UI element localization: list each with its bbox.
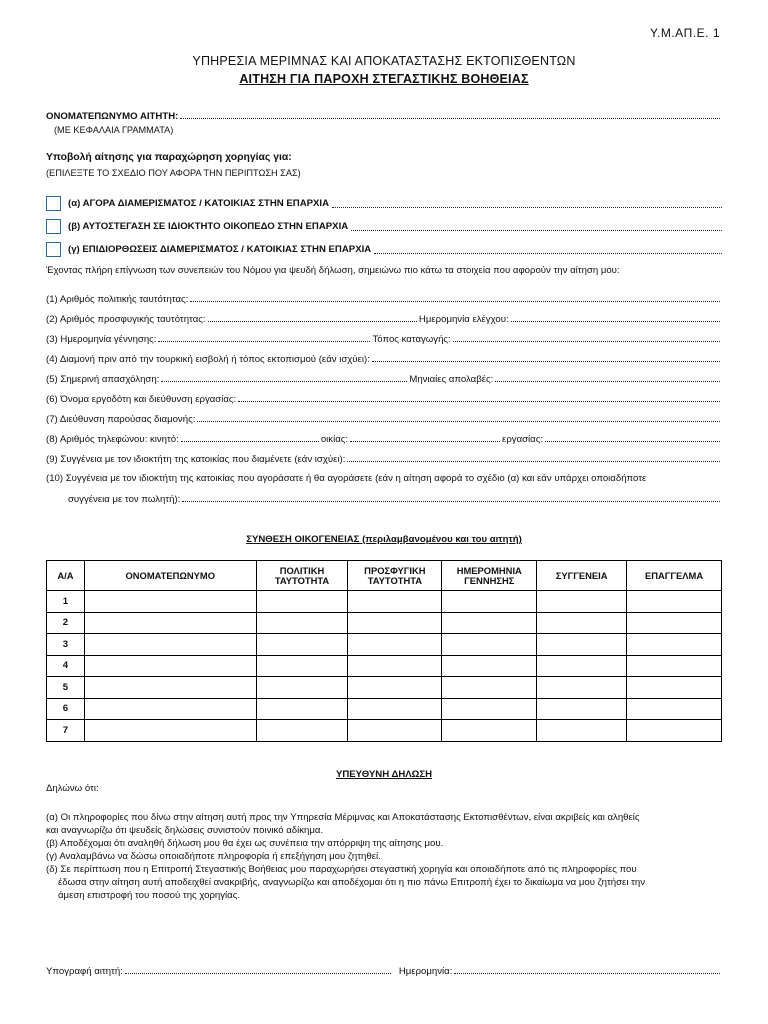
occupation-cell[interactable] [627, 698, 722, 720]
field-3[interactable] [46, 333, 722, 345]
field-8b-label: οικίας: [320, 434, 349, 445]
civil-id-cell[interactable] [256, 720, 348, 742]
table-row [47, 677, 722, 699]
birthdate-cell[interactable] [442, 698, 537, 720]
field-5-input-line[interactable] [161, 373, 407, 382]
col-header-aa: Α/Α [47, 561, 85, 591]
civil-id-cell[interactable] [256, 591, 348, 613]
declaration-a [46, 811, 722, 902]
form-code: Υ.Μ.ΑΠ.Ε. 1 [650, 26, 720, 40]
applicant-name-field[interactable] [46, 110, 722, 122]
name-cell[interactable] [84, 677, 256, 699]
field-10b-label: συγγένεια με τον πωλητή): [68, 494, 181, 505]
field-2b-input-line[interactable] [511, 313, 720, 322]
field-4[interactable] [46, 353, 722, 365]
declaration-d-line3: άμεση επιστροφή του ποσού της χορηγίας. [58, 890, 240, 901]
field-8c-input-line[interactable] [545, 433, 720, 442]
field-2-input-line[interactable] [208, 313, 417, 322]
relation-cell[interactable] [537, 720, 627, 742]
civil-id-cell[interactable] [256, 634, 348, 656]
table-row [47, 634, 722, 656]
refugee-id-cell[interactable] [348, 677, 442, 699]
row-number: 4 [47, 655, 85, 677]
declaration-title: ΥΠΕΥΘΥΝΗ ΔΗΛΩΣΗ [335, 769, 433, 780]
field-3-input-line[interactable] [158, 333, 370, 342]
birthdate-cell[interactable] [442, 655, 537, 677]
refugee-id-cell[interactable] [348, 720, 442, 742]
name-cell[interactable] [84, 612, 256, 634]
field-7[interactable] [46, 413, 722, 425]
table-row [47, 655, 722, 677]
refugee-id-cell[interactable] [348, 634, 442, 656]
row-number: 2 [47, 612, 85, 634]
declaration-a-line1: (α) Οι πληροφορίες που δίνω στην αίτηση αυτή προς την Υπηρεσία Μέριμνας και Αποκατάστασης Εκτοπισθέντων, είναι ακριβείς και αληθείς [46, 812, 640, 823]
refugee-id-cell[interactable] [348, 591, 442, 613]
field-7-input-line[interactable] [197, 413, 720, 422]
declaration-b: (β) Αποδέχομαι ότι αναληθή δήλωση μου θα έχει ως συνέπεια την απόρριψη της αίτησης μου. [46, 838, 444, 849]
relation-cell[interactable] [537, 634, 627, 656]
field-8[interactable] [46, 433, 722, 445]
field-2b-label: Ημερομηνία ελέγχου: [418, 314, 509, 325]
family-table [46, 560, 722, 742]
field-5b-input-line[interactable] [495, 373, 720, 382]
capitals-note: (ΜΕ ΚΕΦΑΛΑΙΑ ΓΡΑΜΜΑΤΑ) [54, 125, 174, 135]
col-header-name: ΟΝΟΜΑΤΕΠΩΝΥΜΟ [84, 561, 256, 591]
field-9-input-line[interactable] [347, 453, 720, 462]
agency-name: ΥΠΗΡΕΣΙΑ ΜΕΡΙΜΝΑΣ ΚΑΙ ΑΠΟΚΑΤΑΣΤΑΣΗΣ ΕΚΤΟΠΙΣΘΕΝΤΩΝ [192, 54, 576, 68]
field-8-input-line[interactable] [181, 433, 319, 442]
relation-cell[interactable] [537, 698, 627, 720]
field-3b-input-line[interactable] [453, 333, 720, 342]
field-6-label: (6) Όνομα εργοδότη και διεύθυνση εργασίας: [46, 394, 237, 405]
col-header-refugee-id: ΠΡΟΣΦΥΓΙΚΗ ΤΑΥΤΟΤΗΤΑ [348, 561, 442, 591]
field-8-label: (8) Αριθμός τηλεφώνου: κινητό: [46, 434, 179, 445]
field-7-label: (7) Διεύθυνση παρούσας διαμονής: [46, 414, 196, 425]
field-1[interactable] [46, 293, 722, 305]
refugee-id-cell[interactable] [348, 612, 442, 634]
row-number: 6 [47, 698, 85, 720]
field-3-label: (3) Ημερομηνία γέννησης: [46, 334, 157, 345]
birthdate-cell[interactable] [442, 677, 537, 699]
civil-id-cell[interactable] [256, 677, 348, 699]
refugee-id-cell[interactable] [348, 698, 442, 720]
name-cell[interactable] [84, 720, 256, 742]
civil-id-cell[interactable] [256, 655, 348, 677]
signature-label: Υπογραφή αιτητή: [46, 966, 123, 977]
option-b-checkbox[interactable] [46, 219, 61, 234]
option-a-label: (α) ΑΓΟΡΑ ΔΙΑΜΕΡΙΣΜΑΤΟΣ / ΚΑΤΟΙΚΙΑΣ ΣΤΗΝ ΕΠΑΡΧΙΑ [68, 198, 330, 209]
col-header-occupation: ΕΠΑΓΓΕΛΜΑ [627, 561, 722, 591]
option-b-label: (β) ΑΥΤΟΣΤΕΓΑΣΗ ΣΕ ΙΔΙΟΚΤΗΤΟ ΟΙΚΟΠΕΔΟ ΣΤΗΝ ΕΠΑΡΧΙΑ [68, 221, 349, 232]
grant-heading: Υποβολή αίτησης για παραχώρηση χορηγίας για: [46, 152, 292, 163]
option-c-label: (γ) ΕΠΙΔΙΟΡΘΩΣΕΙΣ ΔΙΑΜΕΡΙΣΜΑΤΟΣ / ΚΑΤΟΙΚΙΑΣ ΣΤΗΝ ΕΠΑΡΧΙΑ [68, 244, 372, 255]
occupation-cell[interactable] [627, 612, 722, 634]
field-10[interactable] [68, 493, 722, 505]
option-c-row[interactable] [46, 242, 722, 257]
option-c-line [374, 245, 722, 254]
declaration-intro: Δηλώνω ότι: [46, 783, 99, 794]
field-1-input-line[interactable] [190, 293, 720, 302]
option-b-line [351, 222, 722, 231]
row-number: 5 [47, 677, 85, 699]
signature-row[interactable] [46, 965, 722, 977]
form-title: ΑΙΤΗΣΗ ΓΙΑ ΠΑΡΟΧΗ ΣΤΕΓΑΣΤΙΚΗΣ ΒΟΗΘΕΙΑΣ [239, 72, 529, 86]
birthdate-cell[interactable] [442, 634, 537, 656]
field-4-label: (4) Διαμονή πριν από την τουρκική εισβολή ή τόπος εκτοπισμού (εάν ισχύει): [46, 354, 370, 365]
field-9-label: (9) Συγγένεια με τον ιδιοκτήτη της κατοικίας που διαμένετε (εάν ισχύει): [46, 454, 346, 465]
field-5-label: (5) Σημερινή απασχόληση: [46, 374, 160, 385]
birthdate-cell[interactable] [442, 612, 537, 634]
col-header-civil-id: ΠΟΛΙΤΙΚΗ ΤΑΥΤΟΤΗΤΑ [256, 561, 348, 591]
field-5[interactable] [46, 373, 722, 385]
option-a-line [332, 199, 722, 208]
table-row [47, 698, 722, 720]
grant-note: (ΕΠΙΛΕΞΤΕ ΤΟ ΣΧΕΔΙΟ ΠΟΥ ΑΦΟΡΑ ΤΗΝ ΠΕΡΙΠΤΩΣΗ ΣΑΣ) [46, 168, 301, 178]
occupation-cell[interactable] [627, 634, 722, 656]
table-row [47, 720, 722, 742]
applicant-name-input-line[interactable] [180, 110, 720, 119]
occupation-cell[interactable] [627, 720, 722, 742]
name-cell[interactable] [84, 591, 256, 613]
declaration-c: (γ) Αναλαμβάνω να δώσω οποιαδήποτε πληροφορία ή επεξήγηση μου ζητηθεί. [46, 851, 381, 862]
birthdate-cell[interactable] [442, 591, 537, 613]
option-a-checkbox[interactable] [46, 196, 61, 211]
family-section-title: ΣΥΝΘΕΣΗ ΟΙΚΟΓΕΝΕΙΑΣ (περιλαμβανομένου και του αιτητή) [246, 534, 522, 545]
field-6[interactable] [46, 393, 722, 405]
field-2-label: (2) Αριθμός προσφυγικής ταυτότητας: [46, 314, 206, 325]
option-a-row[interactable] [46, 196, 722, 211]
declaration-a-line2: και αναγνωρίζω ότι ψευδείς δηλώσεις συνιστούν ποινικό αδίκημα. [46, 825, 324, 836]
relation-cell[interactable] [537, 612, 627, 634]
field-5b-label: Μηνιαίες απολαβές: [409, 374, 494, 385]
date-label: Ημερομηνία: [398, 966, 453, 977]
col-header-birthdate: ΗΜΕΡΟΜΗΝΙΑ ΓΕΝΝΗΣΗΣ [442, 561, 537, 591]
declaration-d-line1: (δ) Σε περίπτωση που η Επιτροπή Στεγαστικής Βοήθειας μου παραχωρήσει στεγαστική χορηγία και οποιαδήποτε από τις πληροφορίες που [46, 864, 637, 875]
family-table-header [47, 561, 722, 591]
name-cell[interactable] [84, 655, 256, 677]
field-2[interactable] [46, 313, 722, 325]
field-3b-label: Τόπος καταγωγής: [372, 334, 451, 345]
field-9[interactable] [46, 453, 722, 465]
civil-id-cell[interactable] [256, 698, 348, 720]
birthdate-cell[interactable] [442, 720, 537, 742]
refugee-id-cell[interactable] [348, 655, 442, 677]
field-8b-input-line[interactable] [350, 433, 500, 442]
relation-cell[interactable] [537, 591, 627, 613]
field-6-input-line[interactable] [238, 393, 720, 402]
option-c-checkbox[interactable] [46, 242, 61, 257]
field-1-label: (1) Αριθμός πολιτικής ταυτότητας: [46, 294, 189, 305]
row-number: 3 [47, 634, 85, 656]
awareness-statement: Έχοντας πλήρη επίγνωση των συνεπειών του Νόμου για ψευδή δήλωση, σημειώνω πιο κάτω τα στοιχεία που αφορούν την αίτηση μου: [46, 265, 620, 276]
row-number: 1 [47, 591, 85, 613]
relation-cell[interactable] [537, 655, 627, 677]
signature-input-line[interactable] [125, 965, 391, 974]
field-8c-label: εργασίας: [502, 434, 544, 445]
applicant-name-label: ΟΝΟΜΑΤΕΠΩΝΥΜΟ ΑΙΤΗΤΗ: [46, 111, 179, 122]
field-4-input-line[interactable] [372, 353, 720, 362]
table-row [47, 591, 722, 613]
name-cell[interactable] [84, 634, 256, 656]
col-header-relation: ΣΥΓΓΕΝΕΙΑ [537, 561, 627, 591]
row-number: 7 [47, 720, 85, 742]
table-row [47, 612, 722, 634]
option-b-row[interactable] [46, 219, 722, 234]
relation-cell[interactable] [537, 677, 627, 699]
civil-id-cell[interactable] [256, 612, 348, 634]
occupation-cell[interactable] [627, 591, 722, 613]
occupation-cell[interactable] [627, 677, 722, 699]
field-10-input-line[interactable] [182, 493, 720, 502]
declaration-d-line2: έδωσα στην αίτηση αυτή αποδειχθεί ανακριβής, αναγνωρίζω και αποδέχομαι ότι η πιο πάνω Επιτροπή έχει το δικαίωμα να μου ζητήσει την [58, 877, 646, 888]
field-10-label: (10) Συγγένεια με τον ιδιοκτήτη της κατοικίας που αγοράσατε ή θα αγοράσετε (εάν η αίτηση αφορά το σχέδιο (α) και εάν υπάρχει οποιαδήποτε [46, 473, 647, 484]
name-cell[interactable] [84, 698, 256, 720]
date-input-line[interactable] [454, 965, 720, 974]
occupation-cell[interactable] [627, 655, 722, 677]
